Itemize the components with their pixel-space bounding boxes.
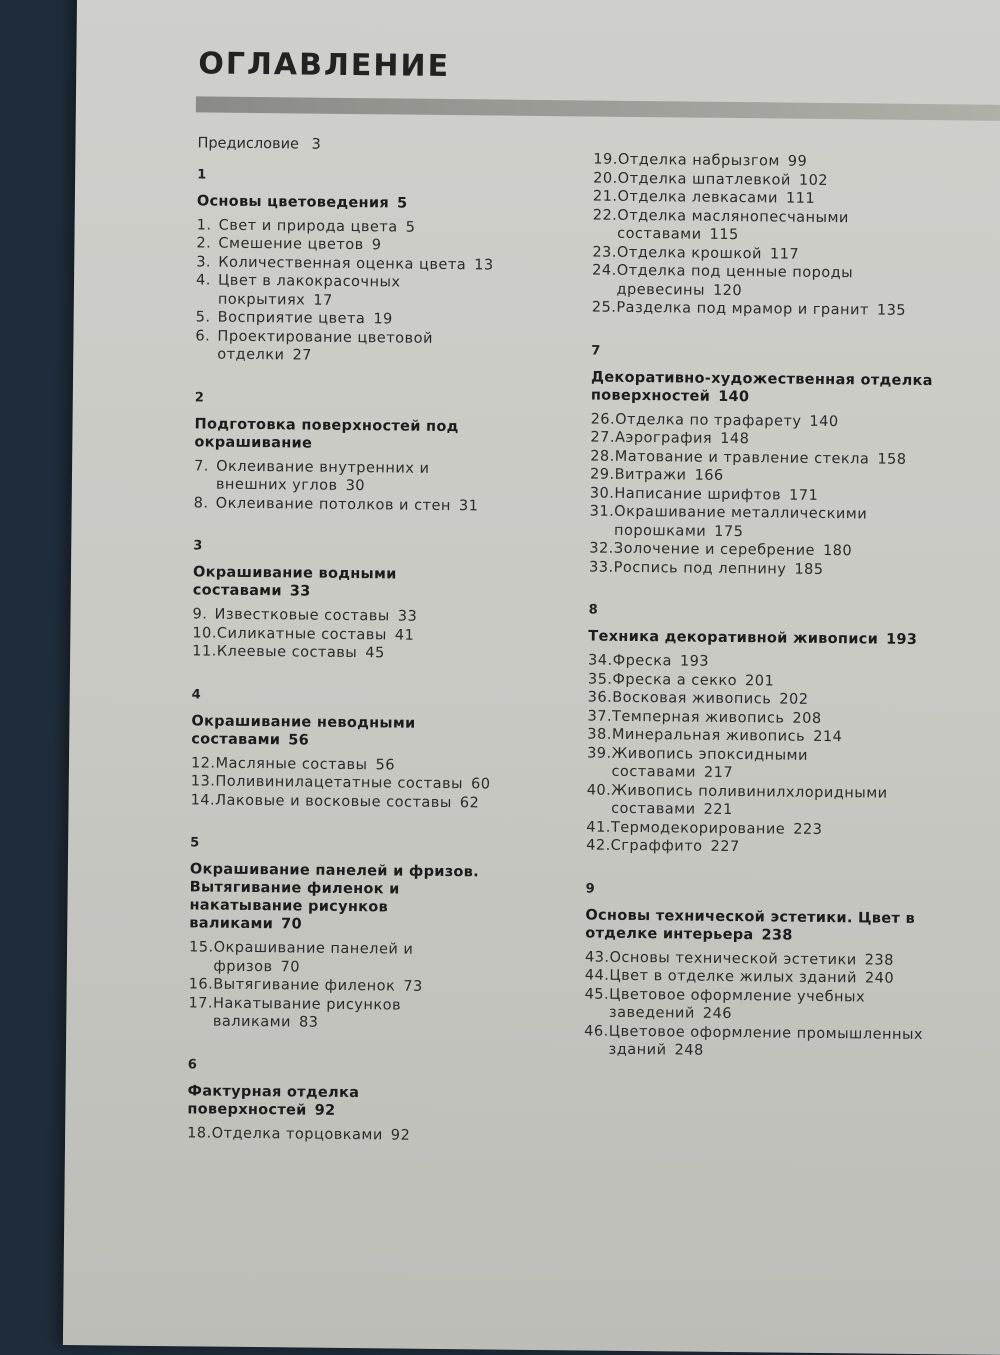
- toc-entry: [194, 457, 494, 497]
- entry-page: 102: [798, 172, 829, 189]
- toc-entry: [589, 558, 934, 580]
- toc-left-column: [187, 134, 498, 1145]
- entry-page: 45: [365, 645, 385, 662]
- entry-title: Живопись эпоксидными составами: [611, 745, 809, 781]
- section-page: 33: [289, 583, 311, 600]
- section-number: 1: [197, 166, 207, 182]
- entry-title: Темперная живопись: [611, 708, 785, 727]
- entry-text: [614, 558, 935, 580]
- entry-page: 208: [792, 710, 822, 727]
- section-page: 140: [718, 388, 750, 405]
- toc-section: [584, 859, 931, 1063]
- section-number: 2: [194, 389, 204, 405]
- entry-number: 35.: [587, 671, 613, 688]
- entry-title: Термодекорирование: [610, 819, 786, 838]
- entry-title: Количественная оценка цвета: [218, 254, 467, 273]
- entry-title: Фреска: [612, 652, 672, 670]
- entry-page: 17: [313, 292, 333, 309]
- entry-page: 62: [459, 794, 480, 811]
- section-title-text: Основы технической эстетики. Цвет в отделке интерьера: [585, 906, 916, 943]
- entry-number: 38.: [587, 726, 612, 743]
- toc-entry: [187, 1124, 487, 1146]
- entry-text: [617, 206, 938, 246]
- toc-entry: [592, 262, 937, 303]
- entry-title: Отделка левкасами: [617, 188, 779, 207]
- entry-number: 33.: [588, 559, 614, 576]
- section-title-text: Фактурная отделка поверхностей: [187, 1082, 360, 1119]
- section-title: [194, 415, 494, 454]
- entry-title: Вытягивание филенок: [213, 976, 396, 995]
- entry-number: 23.: [592, 244, 618, 261]
- toc-entry: [584, 985, 929, 1026]
- entry-page: 248: [674, 1042, 704, 1059]
- entry-page: 221: [703, 801, 733, 819]
- section-spacer: [188, 1035, 488, 1060]
- toc-section: [194, 368, 495, 516]
- section-title-text: Окрашивание неводными составами: [191, 712, 416, 748]
- entry-title: Минеральная живопись: [611, 726, 806, 745]
- section-title-text: Окрашивание панелей и фризов. Вытягивание филенок и накатывание рисунков валиками: [189, 861, 480, 933]
- toc-entry: [586, 781, 931, 822]
- entry-page: 175: [714, 523, 744, 540]
- entry-page: 30: [345, 477, 366, 495]
- entry-title: Лаковые и восковые составы: [215, 792, 452, 811]
- entry-title: Проектирование цветовой отделки: [217, 328, 434, 364]
- section-title-text: Основы цветоведения: [196, 192, 390, 211]
- entry-page: 120: [712, 282, 743, 299]
- toc-entry: [589, 503, 934, 544]
- section-page: 238: [761, 926, 793, 944]
- entry-number: 44.: [584, 967, 610, 984]
- section-title: [588, 628, 933, 650]
- entry-text: [611, 837, 932, 859]
- entry-title: Клеевые составы: [216, 643, 358, 662]
- entry-page: 73: [403, 978, 423, 995]
- entry-page: 31: [458, 497, 479, 514]
- section-number: 5: [190, 835, 200, 851]
- section-title-text: Декоративно-художественная отделка поверхностей: [590, 369, 933, 405]
- entry-page: 166: [694, 467, 724, 484]
- entry-number: 45.: [584, 985, 610, 1003]
- entry-page: 148: [720, 430, 750, 448]
- entry-page: 180: [822, 542, 853, 560]
- section-page: 5: [396, 194, 408, 212]
- entry-number: 20.: [593, 170, 618, 187]
- toc-entry: [191, 791, 491, 813]
- entry-page: 9: [371, 237, 382, 254]
- entry-title: Цвет в отделке жилых зданий: [609, 967, 858, 987]
- entry-number: 12.: [190, 754, 216, 772]
- toc-entry: [196, 271, 496, 311]
- entry-page: 70: [280, 958, 301, 976]
- toc-section: [187, 1035, 488, 1146]
- toc-entry: [592, 299, 937, 321]
- entry-number: 24.: [592, 262, 617, 279]
- entry-text: [212, 1124, 488, 1145]
- entry-number: 16.: [188, 976, 214, 993]
- entry-title: Аэрография: [614, 429, 713, 447]
- entry-title: Отделка набрызгом: [617, 151, 780, 170]
- section-title-text: Подготовка поверхностей под окрашивание: [194, 415, 459, 452]
- toc-entry: [592, 206, 937, 247]
- entry-number: 6.: [195, 327, 211, 345]
- entry-title: Отделка шпатлевкой: [617, 170, 791, 189]
- section-number: 3: [193, 538, 203, 554]
- entry-text: [609, 985, 930, 1025]
- entry-text: [608, 1022, 929, 1062]
- entry-page: 238: [864, 951, 894, 969]
- section-title: [197, 192, 497, 213]
- entry-text: [217, 327, 495, 367]
- toc-section: [586, 581, 934, 859]
- entry-page: 19: [373, 311, 393, 328]
- entry-number: 14.: [190, 791, 216, 809]
- section-page: 193: [885, 631, 918, 648]
- entry-number: 13.: [190, 773, 216, 790]
- entry-number: 10.: [192, 624, 218, 642]
- section-title: [191, 712, 491, 751]
- entry-title: Основы технической эстетики: [609, 949, 857, 968]
- toc-entry: [586, 836, 931, 858]
- entry-text: [217, 643, 493, 664]
- entry-number: 11.: [192, 643, 217, 660]
- toc-entry: [587, 744, 932, 785]
- section-number: 4: [191, 686, 201, 702]
- entry-title: Отделка торцовками: [211, 1125, 383, 1143]
- entry-text: [611, 744, 932, 784]
- entry-title: Цвет в лакокрасочных покрытиях: [217, 272, 401, 309]
- entry-title: Отделка маслянопесчаными составами: [617, 207, 849, 243]
- entry-page: 240: [864, 970, 895, 987]
- entry-page: 115: [709, 226, 739, 244]
- entry-page: 99: [787, 153, 808, 170]
- entry-page: 33: [397, 608, 418, 625]
- entry-number: 31.: [589, 503, 615, 520]
- toc-entry: [188, 994, 488, 1034]
- entry-page: 83: [298, 1014, 319, 1031]
- entry-number: 36.: [587, 689, 613, 706]
- entry-page: 201: [744, 672, 775, 689]
- entry-title: Окрашивание металлическими порошками: [613, 503, 868, 540]
- entry-number: 28.: [590, 448, 615, 465]
- entry-title: Витражи: [614, 466, 687, 484]
- entry-text: [611, 781, 932, 821]
- entry-number: 25.: [591, 299, 617, 316]
- page-title: ОГЛАВЛЕНИЕ: [198, 46, 451, 85]
- entry-number: 27.: [590, 429, 616, 446]
- entry-page: 246: [702, 1005, 733, 1023]
- entry-title: Цветовое оформление учебных заведений: [608, 986, 866, 1022]
- entry-title: Живопись поливинилхлоридными составами: [611, 782, 888, 818]
- entry-text: [213, 939, 489, 979]
- entry-text: [213, 994, 489, 1034]
- entry-title: Отделка по трафарету: [615, 411, 802, 430]
- entry-page: 117: [769, 245, 800, 263]
- section-page: 56: [288, 731, 310, 749]
- entry-page: 158: [877, 451, 907, 468]
- section-spacer: [193, 516, 493, 541]
- toc-entry: [584, 1022, 929, 1063]
- entry-number: 19.: [593, 151, 618, 168]
- entry-title: Смешение цветов: [218, 235, 364, 254]
- section-page: 70: [281, 916, 302, 933]
- entry-title: Фреска а секко: [612, 671, 738, 689]
- entry-number: 1.: [196, 216, 212, 234]
- entry-page: 171: [788, 487, 819, 504]
- entry-number: 2.: [196, 235, 212, 252]
- entry-page: 111: [785, 190, 816, 207]
- entry-page: 5: [405, 219, 416, 236]
- entry-number: 34.: [588, 652, 613, 669]
- entry-number: 41.: [586, 818, 612, 836]
- entry-title: Цветовое оформление промышленных зданий: [608, 1023, 924, 1059]
- entry-number: 18.: [187, 1124, 212, 1142]
- book-page: [63, 0, 1000, 1355]
- entry-number: 15.: [188, 939, 214, 956]
- entry-number: 46.: [584, 1022, 609, 1040]
- entry-number: 22.: [592, 207, 618, 224]
- entry-title: Накатывание рисунков валиками: [212, 995, 402, 1031]
- entry-page: 41: [394, 626, 415, 644]
- entry-number: 43.: [584, 948, 610, 966]
- entry-title: Матование и травление стекла: [614, 448, 870, 467]
- entry-page: 27: [292, 347, 313, 364]
- entry-title: Золочение и серебрение: [613, 540, 816, 559]
- entry-number: 7.: [194, 457, 210, 475]
- entry-number: 4.: [195, 272, 211, 289]
- entry-number: 21.: [592, 188, 618, 205]
- entry-title: Свет и природа цвета: [218, 217, 398, 235]
- section-title: [193, 563, 493, 602]
- section-number: 6: [187, 1056, 197, 1072]
- section-title: [591, 368, 936, 408]
- section-title-text: Техника декоративной живописи: [588, 628, 879, 648]
- toc-section: [592, 151, 939, 321]
- entry-title: Окрашивание панелей и фризов: [213, 939, 414, 975]
- entry-page: 214: [813, 728, 843, 746]
- entry-title: Восковая живопись: [612, 689, 772, 708]
- entry-title: Написание шрифтов: [614, 485, 782, 504]
- preface-entry: [197, 134, 497, 156]
- entry-page: 227: [710, 838, 740, 856]
- entry-title: Оклеивание потолков и стен: [215, 495, 452, 514]
- entry-text: [614, 503, 935, 543]
- section-title: [187, 1082, 487, 1121]
- toc-entry: [195, 327, 495, 367]
- section-title: [189, 860, 490, 935]
- title-rule: [196, 96, 1000, 120]
- entry-title: Восприятие цвета: [217, 309, 366, 328]
- entry-number: 3.: [196, 253, 212, 271]
- toc-section: [192, 516, 493, 664]
- entry-number: 17.: [188, 994, 214, 1012]
- entry-number: 5.: [195, 309, 211, 326]
- entry-title: Отделка крошкой: [616, 244, 763, 262]
- section-page: 92: [314, 1102, 336, 1119]
- toc-section: [191, 665, 492, 813]
- toc-entry: [189, 938, 489, 978]
- entry-number: 39.: [587, 744, 612, 762]
- section-number: 8: [588, 602, 598, 618]
- entry-number: 40.: [586, 781, 612, 799]
- entry-page: 13: [474, 256, 494, 273]
- entry-title: Сграффито: [610, 837, 703, 855]
- entry-number: 9.: [192, 606, 208, 623]
- entry-number: 29.: [589, 466, 615, 483]
- section-spacer: [190, 813, 490, 838]
- entry-page: 217: [703, 764, 734, 782]
- toc-entry: [192, 642, 492, 664]
- entry-number: 30.: [589, 485, 615, 502]
- entry-title: Поливинилацетатные составы: [215, 773, 464, 793]
- toc-right-column: [584, 147, 939, 1063]
- entry-text: [215, 791, 491, 812]
- entry-page: 92: [390, 1126, 411, 1144]
- entry-text: [616, 299, 937, 321]
- entry-text: [216, 457, 494, 497]
- section-title: [585, 906, 930, 946]
- section-title-text: Окрашивание водными составами: [192, 564, 397, 600]
- section-spacer: [195, 368, 495, 393]
- entry-number: 32.: [589, 540, 614, 557]
- entry-page: 223: [793, 821, 823, 838]
- toc-section: [195, 167, 497, 367]
- toc-section: [589, 321, 937, 580]
- preface-label: Предисловие: [197, 135, 300, 153]
- toc-entry: [194, 494, 494, 516]
- entry-title: Роспись под лепнину: [613, 559, 787, 578]
- entry-page: 135: [876, 302, 907, 319]
- entry-number: 37.: [587, 708, 613, 725]
- entry-title: Отделка под ценные породы древесины: [616, 262, 854, 299]
- entry-text: [218, 272, 496, 312]
- entry-number: 26.: [590, 411, 616, 428]
- entry-number: 8.: [193, 494, 209, 512]
- entry-page: 202: [779, 691, 809, 708]
- entry-title: Разделка под мрамор и гранит: [616, 299, 869, 319]
- section-number: 9: [585, 880, 595, 897]
- section-number: 7: [591, 343, 601, 359]
- entry-number: 42.: [586, 837, 611, 854]
- preface-page: 3: [311, 136, 321, 153]
- entry-page: 193: [679, 653, 710, 670]
- entry-text: [616, 262, 937, 302]
- entry-page: 140: [809, 413, 839, 430]
- entry-title: Известковые составы: [214, 606, 390, 625]
- entry-page: 56: [375, 756, 396, 773]
- entry-title: Силикатные составы: [216, 625, 387, 643]
- entry-page: 60: [470, 776, 491, 793]
- section-spacer: [192, 665, 492, 690]
- toc-section: [188, 813, 490, 1034]
- entry-page: 185: [794, 561, 824, 578]
- entry-text: [216, 494, 494, 515]
- entry-title: Масляные составы: [215, 755, 368, 773]
- entry-title: Оклеивание внутренних и внешних углов: [215, 458, 430, 494]
